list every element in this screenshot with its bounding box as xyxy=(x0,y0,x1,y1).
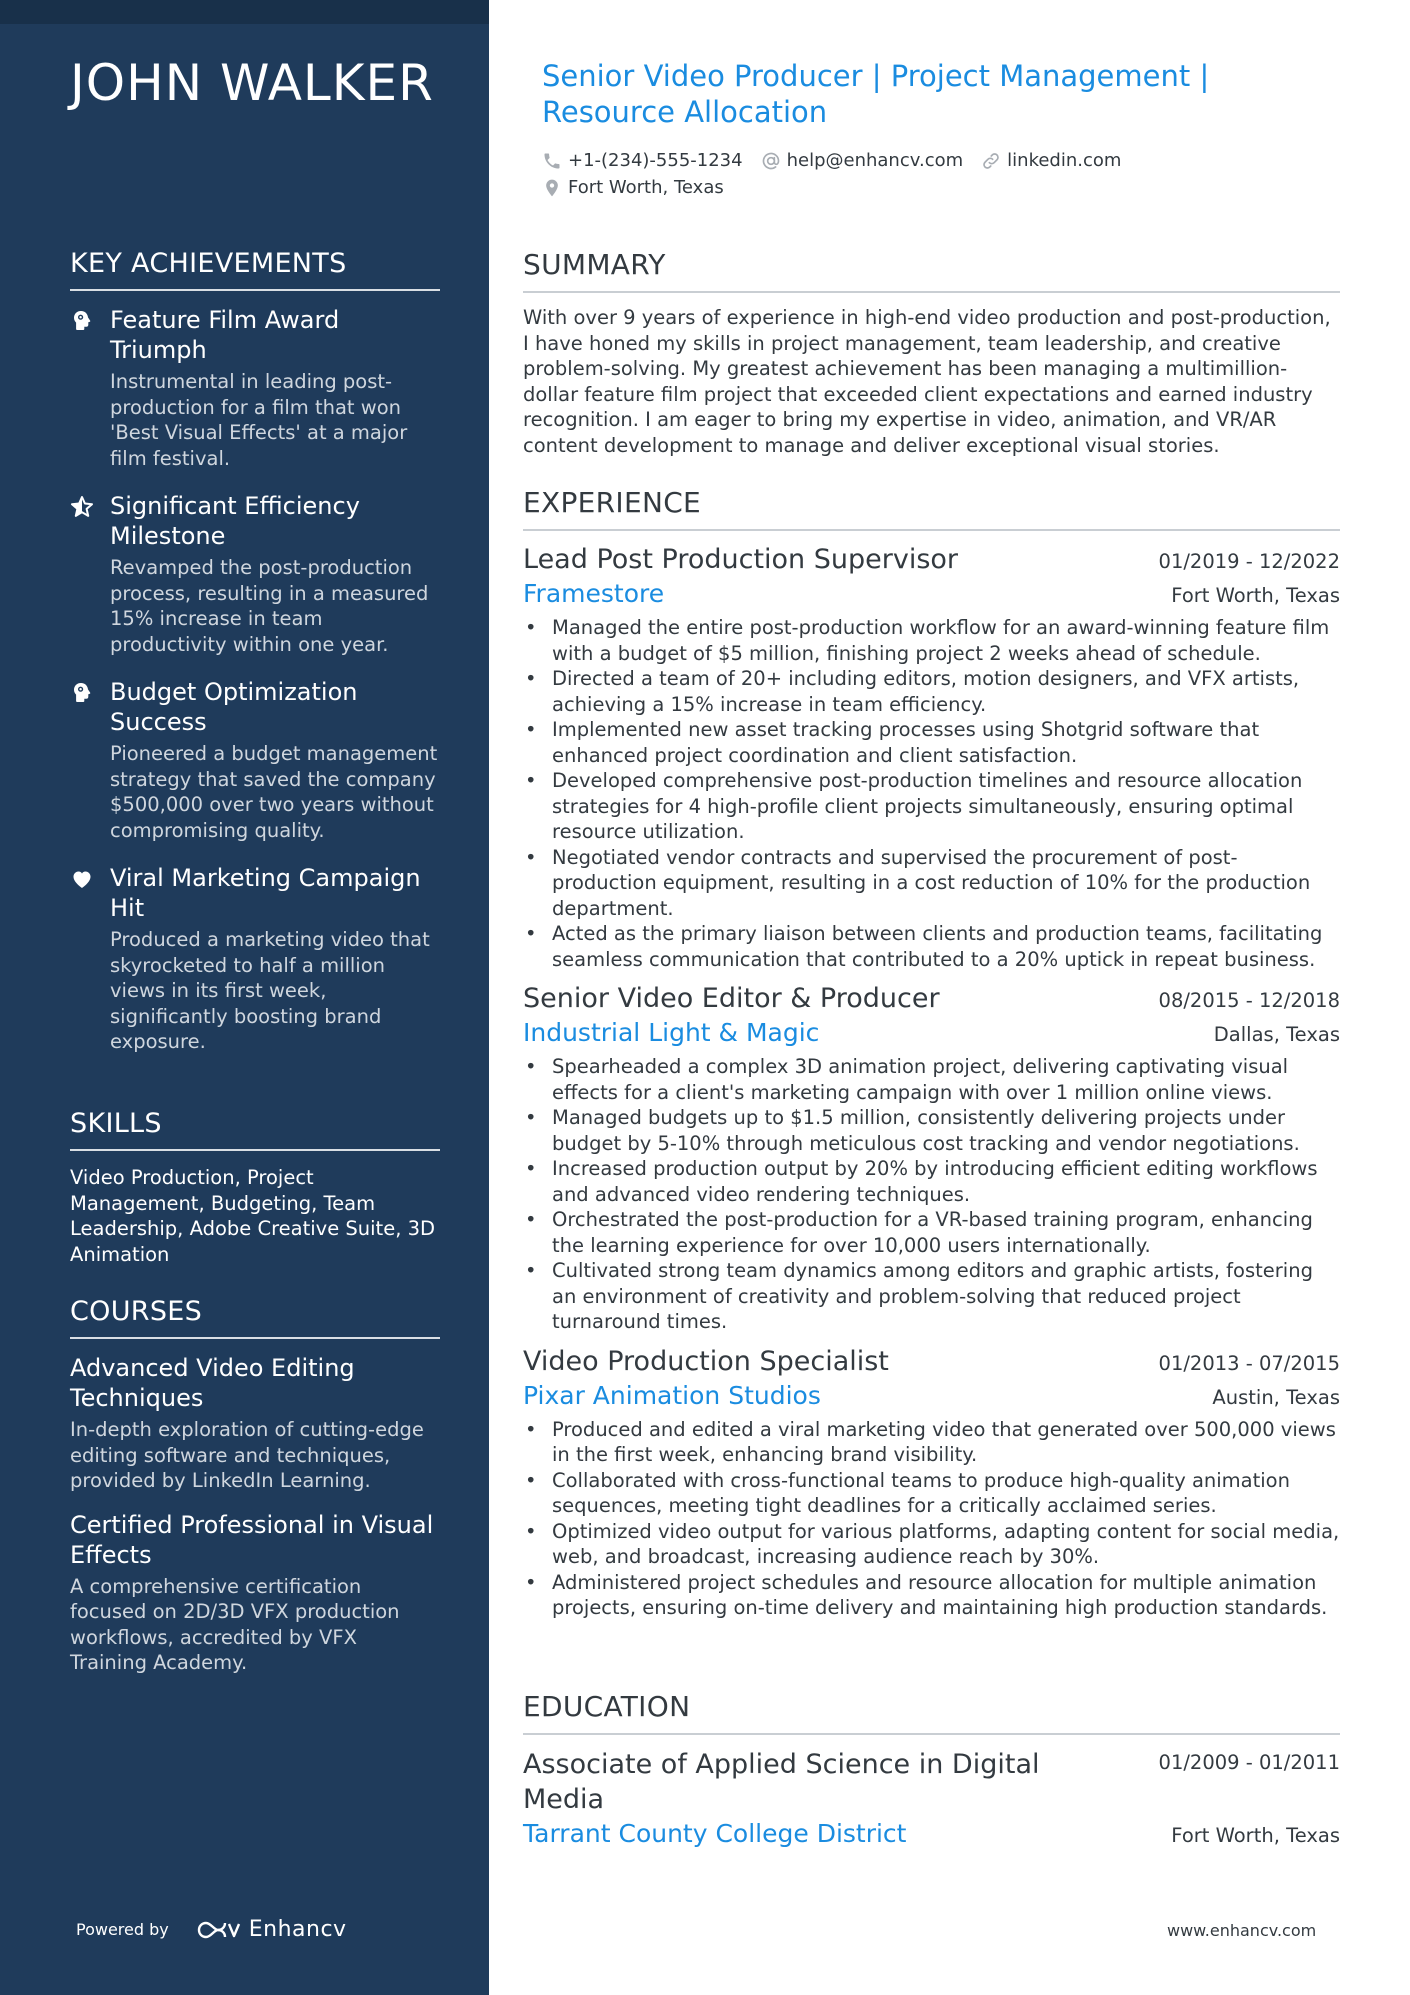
bullet-item: • Cultivated strong team dynamics among editors and graphic artists, fostering an environment of creativity and problem-solving that reduced project turnaround times. xyxy=(523,1258,1340,1335)
lightbulb-head-icon xyxy=(70,677,110,843)
headline: Senior Video Producer | Project Management | Resource Allocation xyxy=(542,59,1210,129)
enhancv-logo-icon xyxy=(195,1918,241,1942)
bullet-item: • Developed comprehensive post-production timelines and resource allocation strategies for 4 high-profile client projects simultaneously, ensuring optimal resource utilization. xyxy=(523,768,1340,845)
school-name: Tarrant County College District xyxy=(523,1819,907,1848)
achievement-description: Revamped the post-production process, resulting in a measured 15% increase in team productivity within one year. xyxy=(110,556,429,656)
bullet-item: • Collaborated with cross-functional teams to produce high-quality animation sequences, meeting tight deadlines for a critically acclaimed series. xyxy=(523,1468,1340,1519)
linkedin-contact[interactable] xyxy=(981,150,1121,171)
heart-icon xyxy=(70,863,110,1055)
achievement-title: Significant Efficiency Milestone xyxy=(110,492,360,550)
sidebar xyxy=(0,0,489,1995)
location-text: Fort Worth, Texas xyxy=(568,177,724,198)
education-entry xyxy=(523,1747,1340,1851)
achievements-heading: KEY ACHIEVEMENTS xyxy=(70,248,440,291)
powered-by xyxy=(76,1917,347,1942)
bullet-item: • Implemented new asset tracking processes using Shotgrid software that enhanced project coordination and client satisfaction. xyxy=(523,717,1340,768)
achievement-title: Feature Film Award Triumph xyxy=(110,306,340,364)
bullet-item: • Managed budgets up to $1.5 million, consistently delivering projects under budget by 5-10% through meticulous cost tracking and vendor negotiations. xyxy=(523,1105,1340,1156)
bullet-item: • Directed a team of 20+ including editors, motion designers, and VFX artists, achieving a 15% increase in team efficiency. xyxy=(523,666,1340,717)
education-heading: EDUCATION xyxy=(523,1690,1340,1735)
location-contact xyxy=(542,177,724,198)
course-title: Advanced Video Editing Techniques xyxy=(70,1354,355,1412)
bullet-item: • Acted as the primary liaison between clients and production teams, facilitating seamless communication that contributed to a 20% uptick in repeat business. xyxy=(523,921,1340,972)
achievement-item xyxy=(70,305,440,471)
job-title: Senior Video Editor & Producer xyxy=(523,983,940,1014)
sidebar-top-strip xyxy=(0,0,489,24)
bullet-item: • Orchestrated the post-production for a VR-based training program, enhancing the learning experience for over 10,000 users internationally. xyxy=(523,1207,1340,1258)
course-item xyxy=(70,1510,440,1676)
courses-heading: COURSES xyxy=(70,1296,440,1339)
course-title: Certified Professional in Visual Effects xyxy=(70,1510,434,1569)
powered-by-label: Powered by xyxy=(76,1920,169,1939)
email-text: help@enhancv.com xyxy=(786,150,964,171)
bullet-item: • Produced and edited a viral marketing video that generated over 500,000 views in the first week, enhancing brand visibility. xyxy=(523,1417,1340,1468)
job-location: Fort Worth, Texas xyxy=(1171,584,1340,607)
skills-heading: SKILLS xyxy=(70,1108,440,1151)
star-icon xyxy=(70,491,110,657)
job-company: Pixar Animation Studios xyxy=(523,1380,821,1410)
course-description: In-depth exploration of cutting-edge editing software and techniques, provided by LinkedIn Learning. xyxy=(70,1418,424,1492)
achievement-description: Produced a marketing video that skyrocketed to half a million views in its first week, significantly boosting brand exposure. xyxy=(110,928,430,1053)
degree-title: Associate of Applied Science in Digital Media xyxy=(523,1749,1040,1815)
education-dates: 01/2009 - 01/2011 xyxy=(1158,1751,1340,1774)
bullet-item: • Spearheaded a complex 3D animation project, delivering captivating visual effects for a client's marketing campaign with over 1 million online views. xyxy=(523,1054,1340,1105)
achievement-item xyxy=(70,863,440,1055)
achievement-description: Instrumental in leading post-production for a film that won 'Best Visual Effects' at a major film festival. xyxy=(110,370,408,470)
job-entry xyxy=(523,1345,1340,1621)
skills-section xyxy=(70,1108,440,1267)
candidate-name: JOHN WALKER xyxy=(70,54,434,112)
course-description: A comprehensive certification focused on 2D/3D VFX production workflows, accredited by VFX Training Academy. xyxy=(70,1574,400,1674)
job-company: Framestore xyxy=(523,579,665,608)
phone-contact[interactable] xyxy=(542,150,743,171)
job-location: Austin, Texas xyxy=(1212,1385,1340,1409)
achievement-description: Pioneered a budget management strategy that saved the company $500,000 over two years without compromising quality. xyxy=(110,742,438,842)
job-entry xyxy=(523,543,1340,972)
job-entry xyxy=(523,982,1340,1335)
education-section xyxy=(523,1690,1340,1861)
job-bullets xyxy=(523,1054,1340,1335)
skills-list: Video Production, Project Management, Budgeting, Team Leadership, Adobe Creative Suite, 3D Animation xyxy=(70,1166,436,1266)
achievements-section xyxy=(70,248,440,1075)
job-location: Dallas, Texas xyxy=(1213,1023,1340,1046)
job-dates: 01/2013 - 07/2015 xyxy=(1158,1351,1340,1375)
achievement-item xyxy=(70,677,440,843)
summary-section xyxy=(523,248,1340,458)
job-dates: 01/2019 - 12/2022 xyxy=(1158,550,1340,573)
bullet-item: • Negotiated vendor contracts and supervised the procurement of post-production equipment, resulting in a cost reduction of 10% for the production department. xyxy=(523,845,1340,922)
email-contact[interactable] xyxy=(761,150,964,171)
lightbulb-head-icon xyxy=(70,305,110,471)
job-company: Industrial Light & Magic xyxy=(523,1018,820,1047)
summary-heading: SUMMARY xyxy=(523,248,1340,293)
footer-url[interactable]: www.enhancv.com xyxy=(1167,1921,1317,1940)
bullet-item: • Managed the entire post-production workflow for an award-winning feature film with a budget of $5 million, finishing project 2 weeks ahead of schedule. xyxy=(523,615,1340,666)
achievement-title: Viral Marketing Campaign Hit xyxy=(110,864,421,922)
experience-heading: EXPERIENCE xyxy=(523,486,1340,531)
job-title: Lead Post Production Supervisor xyxy=(523,544,959,575)
job-title: Video Production Specialist xyxy=(523,1345,889,1377)
phone-text: +1-(234)-555-1234 xyxy=(568,150,743,171)
contact-row-2 xyxy=(542,177,742,198)
job-bullets xyxy=(523,615,1340,972)
course-item xyxy=(70,1353,440,1494)
location-pin-icon xyxy=(542,178,562,198)
phone-icon xyxy=(542,151,562,171)
enhancv-brand: Enhancv xyxy=(248,1917,347,1942)
contact-row-1 xyxy=(542,150,1139,171)
link-icon xyxy=(981,151,1001,171)
experience-section xyxy=(523,486,1340,1631)
at-icon xyxy=(761,151,781,171)
achievement-item xyxy=(70,491,440,657)
bullet-item: • Increased production output by 20% by introducing efficient editing workflows and advanced video rendering techniques. xyxy=(523,1156,1340,1207)
job-dates: 08/2015 - 12/2018 xyxy=(1158,989,1340,1012)
bullet-item: • Optimized video output for various platforms, adapting content for social media, web, and broadcast, increasing audience reach by 30%. xyxy=(523,1519,1340,1570)
linkedin-text: linkedin.com xyxy=(1007,150,1122,171)
job-bullets xyxy=(523,1417,1340,1621)
education-location: Fort Worth, Texas xyxy=(1171,1824,1340,1847)
summary-text: With over 9 years of experience in high-end video production and post-production, I have honed my skills in project management, team leadership, and creative problem-solving. My greatest achievement has been managing a multimillion-dollar feature film project that exceeded client expectations and earned industry recognition. I am eager to bring my expertise in video, animation, and VR/AR content development to manage and deliver exceptional visual stories. xyxy=(523,306,1331,457)
achievement-title: Budget Optimization Success xyxy=(110,678,358,736)
bullet-item: • Administered project schedules and resource allocation for multiple animation projects, ensuring on-time delivery and maintaining high production standards. xyxy=(523,1570,1340,1621)
courses-section xyxy=(70,1296,440,1692)
